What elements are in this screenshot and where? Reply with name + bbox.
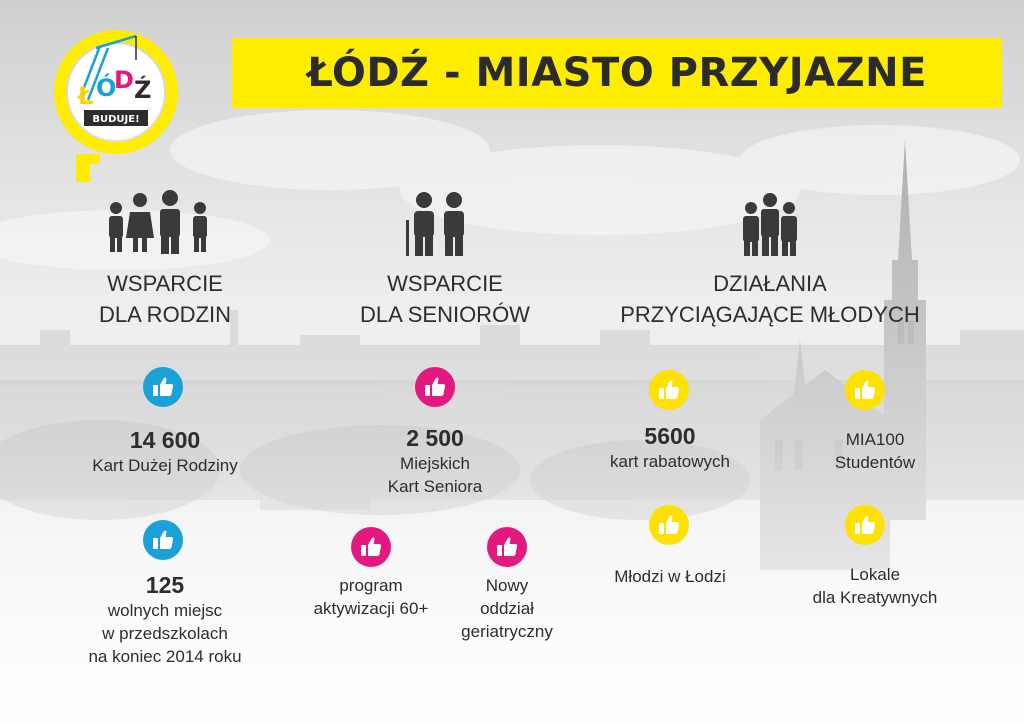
logo-caption: BUDUJE! xyxy=(92,114,140,125)
stat-number: 5600 xyxy=(644,423,696,449)
lodz-buduje-logo xyxy=(50,26,182,182)
thumbs-up-icon xyxy=(649,370,689,410)
stat-label: kart rabatowych xyxy=(610,452,730,471)
heading-family-support xyxy=(60,268,270,330)
thumbs-up-icon xyxy=(845,505,885,545)
stat-mlodzi-w-lodzi xyxy=(590,565,750,588)
family-icon xyxy=(104,190,216,254)
thumbs-up-glyph xyxy=(656,512,682,538)
youth-group-icon xyxy=(737,192,803,258)
thumbs-up-glyph xyxy=(852,512,878,538)
stat-creative-spaces xyxy=(790,563,960,609)
logo-letter-o: Ó xyxy=(96,74,117,102)
stat-label: Lokale xyxy=(849,565,901,584)
stat-label: wolnych miejsc xyxy=(107,601,223,620)
title-banner xyxy=(232,38,1002,108)
stat-label: aktywizacji 60+ xyxy=(313,599,429,618)
logo-letter-l: Ł xyxy=(78,82,94,110)
heading-senior-support xyxy=(330,268,560,330)
heading-line: WSPARCIE xyxy=(107,271,223,296)
stat-label: na koniec 2014 roku xyxy=(88,647,242,666)
heading-line: DZIAŁANIA xyxy=(713,271,827,296)
thumbs-up-icon xyxy=(649,505,689,545)
heading-line: DLA SENIORÓW xyxy=(360,302,530,327)
thumbs-up-icon xyxy=(351,527,391,567)
stat-label: Miejskich xyxy=(400,454,470,473)
stat-label: program xyxy=(339,576,403,595)
thumbs-up-glyph xyxy=(150,527,176,553)
stat-label: geriatryczny xyxy=(461,622,553,641)
thumbs-up-icon xyxy=(143,520,183,560)
thumbs-up-glyph xyxy=(422,374,448,400)
stat-number: 125 xyxy=(145,572,185,598)
logo-letter-z: Ź xyxy=(134,76,152,104)
thumbs-up-glyph xyxy=(150,374,176,400)
stat-label: Kart Seniora xyxy=(387,477,483,496)
stat-mia100-students xyxy=(800,428,950,474)
stat-number: 2 500 xyxy=(406,425,464,451)
stat-preschool-places xyxy=(60,571,270,668)
stat-label: Kart Dużej Rodziny xyxy=(92,456,238,475)
stat-number: 14 600 xyxy=(129,427,201,453)
logo-letter-d: D xyxy=(114,66,134,94)
stat-label: Studentów xyxy=(834,453,916,472)
stat-label: Młodzi w Łodzi xyxy=(614,567,726,586)
thumbs-up-glyph xyxy=(494,534,520,560)
stat-label: dla Kreatywnych xyxy=(812,588,938,607)
thumbs-up-icon xyxy=(845,370,885,410)
stat-geriatric-ward xyxy=(447,574,567,643)
heading-line: PRZYCIĄGAJĄCE MŁODYCH xyxy=(620,302,920,327)
stat-label: MIA100 xyxy=(845,430,905,449)
thumbs-up-icon xyxy=(415,367,455,407)
stat-label: Nowy xyxy=(485,576,529,595)
stat-label: oddział xyxy=(480,599,534,618)
stat-large-family-cards xyxy=(60,426,270,477)
heading-youth-activities xyxy=(600,268,940,330)
thumbs-up-icon xyxy=(487,527,527,567)
thumbs-up-glyph xyxy=(852,377,878,403)
thumbs-up-glyph xyxy=(656,377,682,403)
heading-line: DLA RODZIN xyxy=(98,302,232,327)
stat-label: w przedszkolach xyxy=(102,624,228,643)
thumbs-up-icon xyxy=(143,367,183,407)
heading-line: WSPARCIE xyxy=(387,271,503,296)
page-title: ŁÓDŹ - MIASTO PRZYJAZNE xyxy=(307,50,927,96)
stat-discount-cards xyxy=(590,422,750,473)
seniors-icon xyxy=(404,190,476,258)
thumbs-up-glyph xyxy=(358,534,384,560)
stat-activation-program xyxy=(296,574,446,620)
stat-senior-cards xyxy=(345,424,525,498)
